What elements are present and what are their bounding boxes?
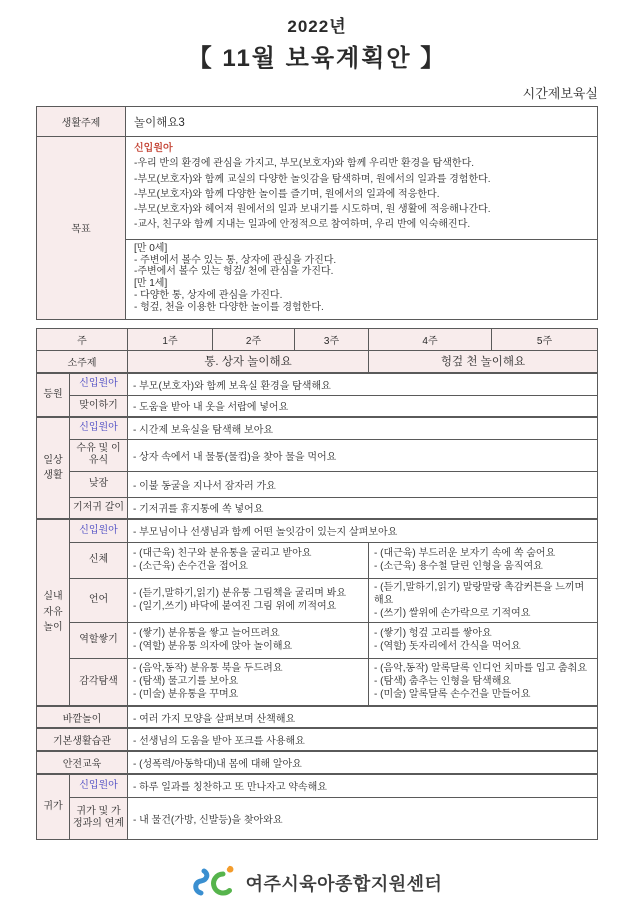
- roleplay-label: 역할쌓기: [70, 622, 128, 658]
- activity-line: - (쌓기) 분유통을 쌓고 늘어뜨려요: [133, 628, 280, 640]
- arrival-newcomer-label: 신입원아: [70, 373, 128, 395]
- week-row: [37, 328, 598, 350]
- safety-row: [37, 751, 598, 774]
- arrival-section-label: 등원: [37, 373, 70, 417]
- goal-newcomer-block: [126, 137, 597, 240]
- safety-text: - (성폭력/아동학대)내 몸에 대해 알아요: [128, 751, 598, 774]
- departure-section-label: 귀가: [37, 774, 70, 839]
- goal-age-line: -주변에서 볼수 있는 헝겊/ 천에 관심을 가진다.: [134, 266, 334, 278]
- activity-line: - (역할) 분유통 의자에 앉아 놀이해요: [133, 641, 293, 653]
- nap-row: [37, 471, 598, 497]
- goal-newcomer-title: 신입원아: [134, 143, 173, 154]
- departure-newcomer-text: - 하루 일과를 칭찬하고 또 만나자고 약속해요: [128, 774, 598, 797]
- outdoor-text: - 여러 가지 모양을 살펴보며 산책해요: [128, 706, 598, 728]
- goal-age-line: [만 1세]: [134, 278, 168, 290]
- week-col-4: 4주: [369, 328, 492, 350]
- week-col-3: 3주: [295, 328, 369, 350]
- goal-line: -우리 반의 환경에 관심을 가지고, 부모(보호자)와 함께 우리반 환경을 탐색한다.: [134, 158, 475, 170]
- physical-weeks4-5: [369, 542, 598, 578]
- week-col-5: 5주: [492, 328, 598, 350]
- activity-line: - (쓰기) 쌀위에 손가락으로 기적여요: [374, 607, 531, 619]
- week-col-2: 2주: [213, 328, 295, 350]
- home-connection-label: 귀가 및 가정과의 연계: [70, 797, 128, 839]
- goal-age-block: [126, 240, 597, 319]
- goal-age-line: [만 0세]: [134, 242, 168, 254]
- arrival-newcomer-row: [37, 373, 598, 395]
- physical-row: [37, 542, 598, 578]
- theme-goal-table: [36, 106, 598, 320]
- freeplay-newcomer-text: - 부모님이나 선생님과 함께 어떤 놀잇감이 있는지 살펴보아요: [128, 519, 598, 542]
- activity-line: - (미술) 분유통을 꾸며요: [133, 689, 239, 701]
- arrival-newcomer-text: - 부모(보호자)와 함께 보육실 환경을 탐색해요: [128, 373, 598, 395]
- activity-line: - (음악,동작) 분유통 북을 두드려요: [133, 663, 283, 675]
- sensory-weeks4-5: [369, 658, 598, 706]
- departure-newcomer-row: [37, 774, 598, 797]
- physical-label: 신체: [70, 542, 128, 578]
- goal-line: -부모(보호자)와 헤어져 원에서의 일과 보내기를 시도하며, 원 생활에 적응해나간다.: [134, 204, 491, 216]
- sensory-label: 감각탐색: [70, 658, 128, 706]
- goal-row: [37, 137, 598, 320]
- activity-line: - (탐색) 춤추는 인형을 탐색해요: [374, 676, 512, 688]
- activity-line: - (음악,동작) 알록달록 인디언 치마를 입고 춤춰요: [374, 663, 587, 675]
- feeding-row: [37, 439, 598, 471]
- activity-line: - (일기,쓰기) 바닥에 붙여진 그림 위에 끼적여요: [133, 601, 337, 613]
- footer: [36, 862, 598, 905]
- roleplay-weeks1-3: [128, 622, 369, 658]
- activity-line: - (소근육) 용수철 달린 인형을 움직여요: [374, 561, 543, 573]
- greeting-label: 맞이하기: [70, 395, 128, 417]
- activity-line: - (대근육) 부드러운 보자기 속에 쏙 숨어요: [374, 548, 556, 560]
- arrival-greeting-row: [37, 395, 598, 417]
- outdoor-row: [37, 706, 598, 728]
- subtheme-row: [37, 350, 598, 373]
- diaper-label: 기저귀 갈이: [70, 497, 128, 519]
- basic-habits-row: [37, 728, 598, 751]
- roleplay-weeks4-5: [369, 622, 598, 658]
- week-col-1: 1주: [128, 328, 213, 350]
- activity-line: - (탐색) 물고기를 보아요: [133, 676, 239, 688]
- room-name: 시간제보육실: [522, 86, 598, 101]
- page-title: 【 11월 보육계획안 】: [187, 45, 447, 72]
- physical-weeks1-3: [128, 542, 369, 578]
- departure-newcomer-label: 신입원아: [70, 774, 128, 797]
- sensory-row: [37, 658, 598, 706]
- theme-label: 생활주제: [37, 107, 126, 137]
- roleplay-row: [37, 622, 598, 658]
- activity-line: - (소근육) 손수건을 접어요: [133, 561, 248, 573]
- greeting-text: - 도움을 받아 내 옷을 서랍에 넣어요: [128, 395, 598, 417]
- theme-value: 놀이해요3: [126, 107, 598, 137]
- feeding-label: 수유 및 이유식: [70, 439, 128, 471]
- basic-habits-text: - 선생님의 도움을 받아 포크를 사용해요: [128, 728, 598, 751]
- sensory-weeks1-3: [128, 658, 369, 706]
- activity-line: - (미술) 알록달록 손수건을 만들어요: [374, 689, 531, 701]
- home-connection-row: [37, 797, 598, 839]
- goal-age-line: - 헝겊, 천을 이용한 다양한 놀이를 경험한다.: [134, 301, 324, 313]
- freeplay-newcomer-label: 신입원아: [70, 519, 128, 542]
- goal-age-line: - 다양한 통, 상자에 관심을 가진다.: [134, 289, 283, 301]
- center-logo-icon: [192, 862, 238, 905]
- safety-label: 안전교육: [37, 751, 128, 774]
- language-weeks4-5: [369, 578, 598, 622]
- goal-age-line: - 주변에서 볼수 있는 통, 상자에 관심을 가진다.: [134, 254, 337, 266]
- activity-line: - (역할) 돗자리에서 간식을 먹어요: [374, 641, 521, 653]
- daily-section-label: 일상생활: [37, 417, 70, 519]
- basic-habits-label: 기본생활습관: [37, 728, 128, 751]
- home-connection-text: - 내 물건(가방, 신발등)을 찾아와요: [128, 797, 598, 839]
- activity-line: - (대근육) 친구와 분유통을 굴리고 받아요: [133, 548, 312, 560]
- diaper-text: - 기저귀를 휴지통에 쏙 넣어요: [128, 497, 598, 519]
- language-row: [37, 578, 598, 622]
- activity-line: - (쌓기) 헝겊 고리를 쌓아요: [374, 628, 492, 640]
- activity-line: - (듣기,말하기,읽기) 분유통 그림책을 굴리며 봐요: [133, 588, 346, 600]
- schedule-table: [36, 328, 598, 840]
- freeplay-newcomer-row: [37, 519, 598, 542]
- diaper-row: [37, 497, 598, 519]
- outdoor-label: 바깥놀이: [37, 706, 128, 728]
- theme-row: [37, 107, 598, 137]
- daily-newcomer-text: - 시간제 보육실을 탐색해 보아요: [128, 417, 598, 439]
- nap-text: - 이불 동굴을 지나서 잠자러 가요: [128, 471, 598, 497]
- language-weeks1-3: [128, 578, 369, 622]
- goal-line: -교사, 친구와 함께 지내는 일과에 안정적으로 참여하며, 우리 반에 익숙해진다.: [134, 219, 471, 231]
- freeplay-section-label: 실내자유놀이: [37, 519, 70, 706]
- goal-cell: [126, 137, 598, 320]
- nap-label: 낮잠: [70, 471, 128, 497]
- subtheme-label: 소주제: [37, 350, 128, 373]
- daily-newcomer-row: [37, 417, 598, 439]
- language-label: 언어: [70, 578, 128, 622]
- daily-newcomer-label: 신입원아: [70, 417, 128, 439]
- subtheme-left: 통. 상자 놀이해요: [128, 350, 369, 373]
- goal-line: -부모(보호자)와 함께 다양한 놀이를 즐기며, 원에서의 일과에 적응한다.: [134, 188, 440, 200]
- center-name: 여주시육아종합지원센터: [245, 874, 443, 895]
- week-label: 주: [37, 328, 128, 350]
- subtheme-right: 헝겊 천 놀이해요: [369, 350, 598, 373]
- goal-line: -부모(보호자)와 함께 교실의 다양한 놀잇감을 탐색하며, 원에서의 일과를 경험한다.: [134, 173, 491, 185]
- activity-line: - (듣기,말하기,읽기) 말랑말랑 촉감커튼을 느끼며 해요: [374, 581, 585, 606]
- goal-label: 목표: [37, 137, 126, 320]
- feeding-text: - 상자 속에서 내 물통(물컵)을 찾아 물을 먹어요: [128, 439, 598, 471]
- title-year: 2022년: [287, 17, 347, 36]
